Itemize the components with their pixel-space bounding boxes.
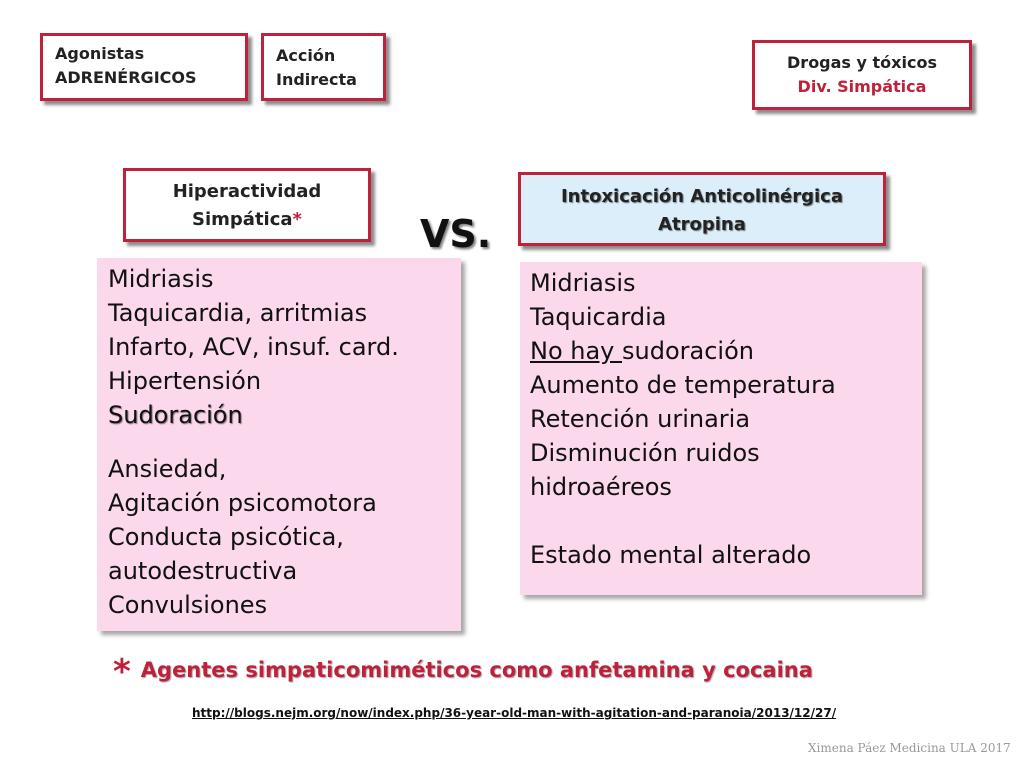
versus-label: VS. <box>420 212 492 256</box>
group-spacer <box>530 504 922 538</box>
sign-item: Retención urinaria <box>530 405 751 433</box>
header-text: Simpática <box>192 209 293 230</box>
tag-line: Drogas y tóxicos <box>787 53 937 72</box>
tag-line: Div. Simpática <box>797 77 927 96</box>
sign-item: Disminución ruidos <box>530 439 760 467</box>
anticholinergic-signs-card <box>520 262 922 595</box>
header-hiperactividad-simpatica <box>123 168 371 242</box>
source-link[interactable]: http://blogs.nejm.org/now/index.php/36-year-old-man-with-agitation-and-paranoia/2013/12/27/ <box>192 706 837 720</box>
sign-item: autodestructiva <box>108 557 298 585</box>
tag-accion-indirecta <box>261 33 386 101</box>
sign-item: Convulsiones <box>108 591 268 619</box>
tag-agonistas-adrenergicos <box>40 33 248 101</box>
sign-item-sudoracion: Sudoración <box>108 401 243 429</box>
sign-item: Ansiedad, <box>108 455 227 483</box>
tag-drogas-toxicos <box>752 40 972 110</box>
author-credit: Ximena Páez Medicina ULA 2017 <box>808 741 1011 755</box>
header-line: Atropina <box>658 214 746 235</box>
sign-item: Estado mental alterado <box>530 541 812 569</box>
sign-item: Aumento de temperatura <box>530 371 836 399</box>
sign-item: Taquicardia <box>530 303 667 331</box>
tag-line: Acción <box>276 46 336 65</box>
sign-item: Midriasis <box>108 265 214 293</box>
sudoracion-label: sudoración <box>622 337 754 365</box>
sign-item: Taquicardia, arritmias <box>108 299 368 327</box>
footnote <box>113 652 813 692</box>
header-line: Intoxicación Anticolinérgica <box>560 186 844 207</box>
tag-line: ADRENÉRGICOS <box>55 68 197 87</box>
sign-item: Conducta psicótica, <box>108 523 344 551</box>
sign-item: Infarto, ACV, insuf. card. <box>108 333 399 361</box>
sympathetic-signs-card <box>97 258 461 631</box>
header-line: Hiperactividad <box>172 181 322 202</box>
header-intoxicacion-anticolinergica <box>518 172 886 246</box>
sign-item: Hipertensión <box>108 367 262 395</box>
footnote-text: Agentes simpaticomiméticos como anfetamina y cocaina <box>140 657 813 682</box>
sign-item: hidroaéreos <box>530 473 672 501</box>
asterisk-mark: * <box>292 209 302 230</box>
sign-item-no-sudoracion <box>530 334 922 368</box>
sign-item: Midriasis <box>530 269 636 297</box>
sign-item: Agitación psicomotora <box>108 489 377 517</box>
no-hay-label: No hay <box>530 337 623 365</box>
group-spacer <box>108 432 461 452</box>
tag-line: Agonistas <box>55 44 145 63</box>
tag-line: Indirecta <box>276 70 357 89</box>
header-line <box>126 206 368 234</box>
asterisk-mark: * <box>113 652 131 692</box>
